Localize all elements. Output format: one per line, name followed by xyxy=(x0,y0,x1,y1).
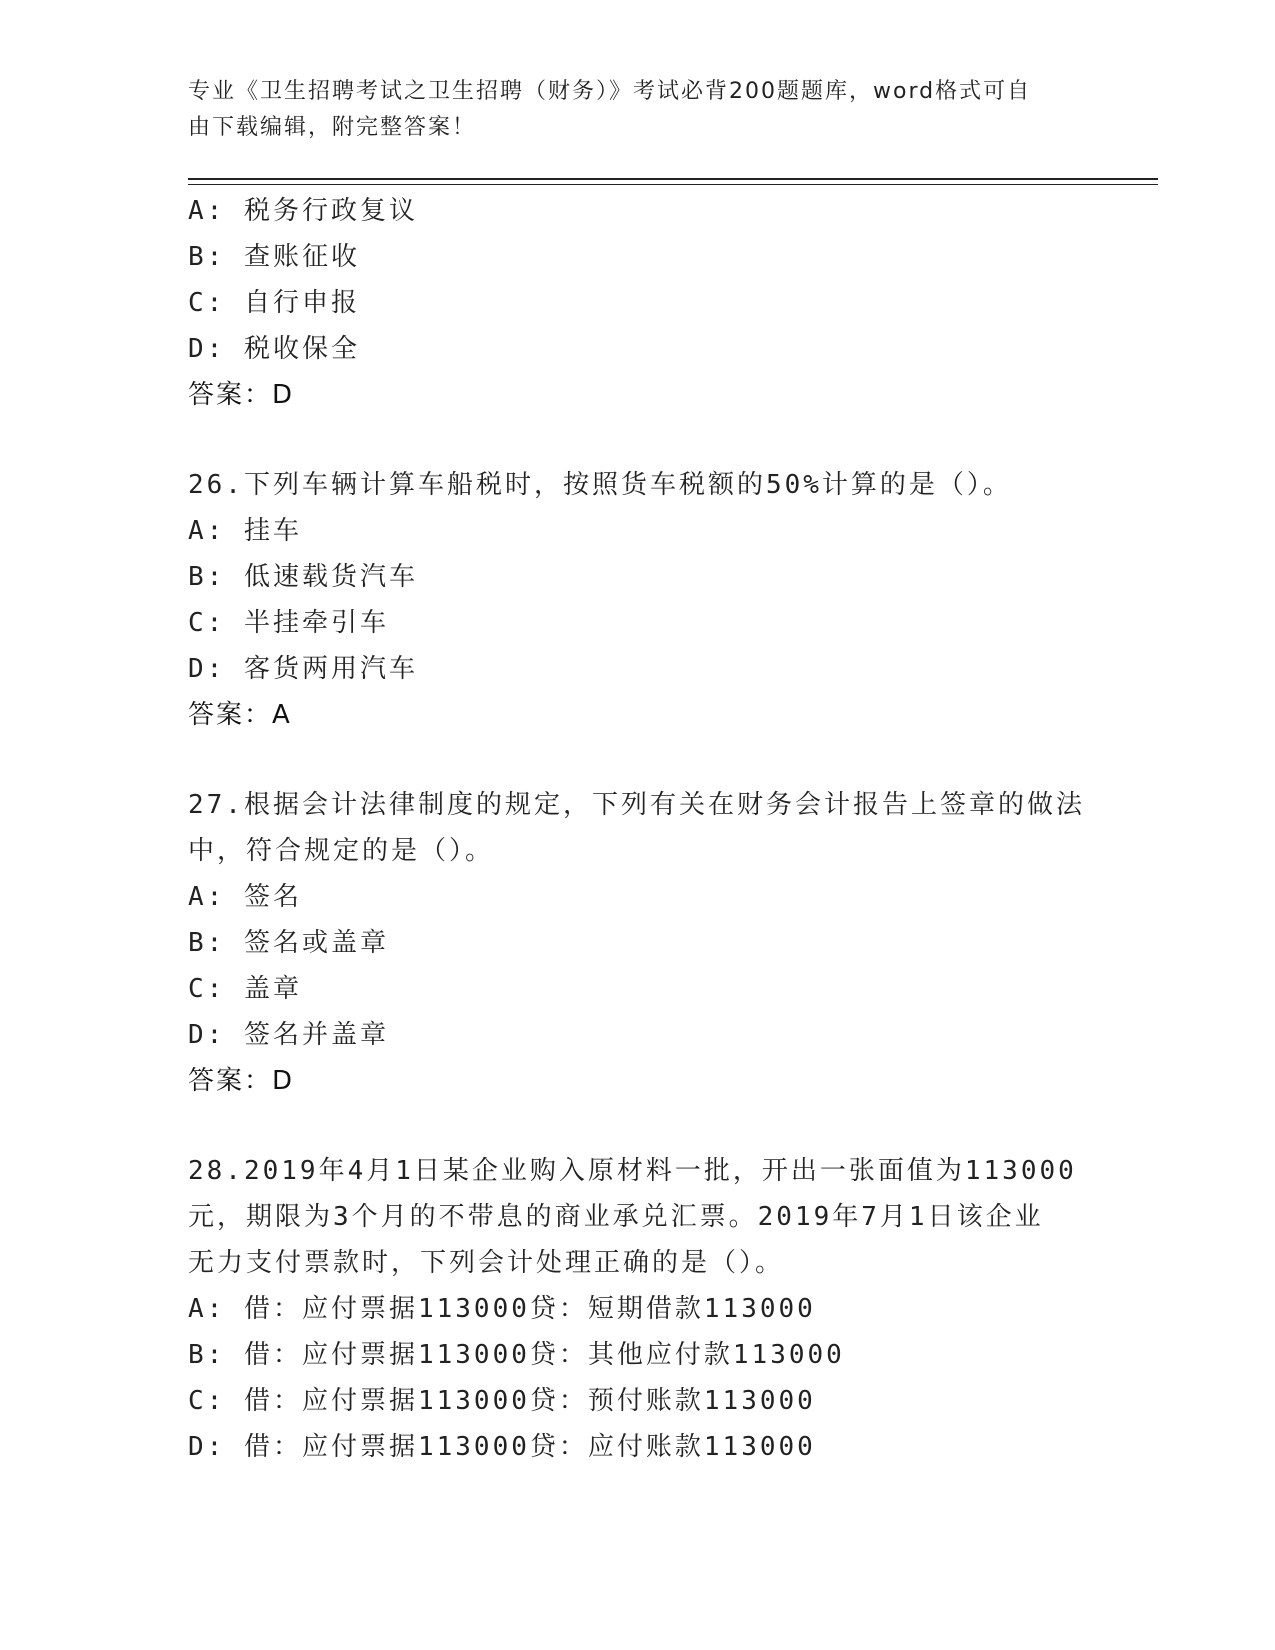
option-d xyxy=(188,1012,1088,1058)
answer: 答案：A xyxy=(188,700,292,730)
option-label: A: xyxy=(188,516,226,546)
option-a xyxy=(188,1286,1088,1332)
option-text: 借：应付票据113000贷：预付账款113000 xyxy=(243,1386,816,1416)
option-text: 借：应付票据113000贷：短期借款113000 xyxy=(243,1294,816,1324)
option-text: 签名或盖章 xyxy=(243,928,389,958)
question-text-line-1: 27.根据会计法律制度的规定，下列有关在财务会计报告上签章的做法 xyxy=(188,790,1085,820)
option-a xyxy=(188,874,1088,920)
option-text: 借：应付票据113000贷：其他应付款113000 xyxy=(243,1340,845,1370)
question-text-line-1: 28.2019年4月1日某企业购入原材料一批，开出一张面值为113000 xyxy=(188,1156,1077,1186)
question-text-line-2: 元，期限为3个月的不带息的商业承兑汇票。2019年7月1日该企业 xyxy=(188,1202,1044,1232)
option-label: A: xyxy=(188,196,226,226)
option-c xyxy=(188,1378,1088,1424)
option-label: D: xyxy=(188,1432,226,1462)
option-d xyxy=(188,646,1088,692)
option-text: 自行申报 xyxy=(243,288,360,318)
spacer xyxy=(188,738,1088,782)
question-28 xyxy=(188,1148,1088,1470)
option-label: B: xyxy=(188,1340,226,1370)
question-27 xyxy=(188,782,1088,1104)
answer: 答案：D xyxy=(188,380,295,410)
option-c xyxy=(188,600,1088,646)
question-26 xyxy=(188,462,1088,738)
question-text-line-2: 中，符合规定的是（）。 xyxy=(188,836,495,866)
option-text: 签名并盖章 xyxy=(243,1020,389,1050)
option-b xyxy=(188,554,1088,600)
option-c xyxy=(188,966,1088,1012)
option-text: 借：应付票据113000贷：应付账款113000 xyxy=(243,1432,816,1462)
option-a xyxy=(188,188,1088,234)
option-label: A: xyxy=(188,1294,226,1324)
option-d xyxy=(188,326,1088,372)
option-b xyxy=(188,1332,1088,1378)
option-label: C: xyxy=(188,288,226,318)
option-text: 税务行政复议 xyxy=(243,196,418,226)
option-text: 客货两用汽车 xyxy=(243,654,418,684)
header-divider-thin xyxy=(188,184,1158,185)
option-c xyxy=(188,280,1088,326)
header-line-1: 专业《卫生招聘考试之卫生招聘（财务）》考试必背200题题库，word格式可自 xyxy=(188,79,1032,104)
question-25 xyxy=(188,188,1088,418)
question-content xyxy=(188,188,1088,1470)
question-text: 26.下列车辆计算车船税时，按照货车税额的50%计算的是（）。 xyxy=(188,470,1012,500)
option-text: 挂车 xyxy=(243,516,302,546)
option-label: B: xyxy=(188,242,226,272)
option-label: D: xyxy=(188,334,226,364)
option-text: 半挂牵引车 xyxy=(243,608,389,638)
option-text: 签名 xyxy=(243,882,302,912)
option-label: B: xyxy=(188,562,226,592)
option-label: C: xyxy=(188,974,226,1004)
spacer xyxy=(188,418,1088,462)
option-b xyxy=(188,234,1088,280)
option-text: 盖章 xyxy=(243,974,302,1004)
option-label: B: xyxy=(188,928,226,958)
option-label: D: xyxy=(188,1020,226,1050)
document-header xyxy=(188,74,1088,146)
header-divider-thick xyxy=(188,178,1158,180)
spacer xyxy=(188,1104,1088,1148)
question-text-line-3: 无力支付票款时，下列会计处理正确的是（）。 xyxy=(188,1248,785,1278)
option-text: 低速载货汽车 xyxy=(243,562,418,592)
option-label: C: xyxy=(188,1386,226,1416)
answer: 答案：D xyxy=(188,1066,295,1096)
option-label: C: xyxy=(188,608,226,638)
option-text: 查账征收 xyxy=(243,242,360,272)
option-a xyxy=(188,508,1088,554)
option-label: D: xyxy=(188,654,226,684)
header-line-2: 由下载编辑，附完整答案！ xyxy=(188,115,477,140)
option-d xyxy=(188,1424,1088,1470)
option-b xyxy=(188,920,1088,966)
option-label: A: xyxy=(188,882,226,912)
option-text: 税收保全 xyxy=(243,334,360,364)
